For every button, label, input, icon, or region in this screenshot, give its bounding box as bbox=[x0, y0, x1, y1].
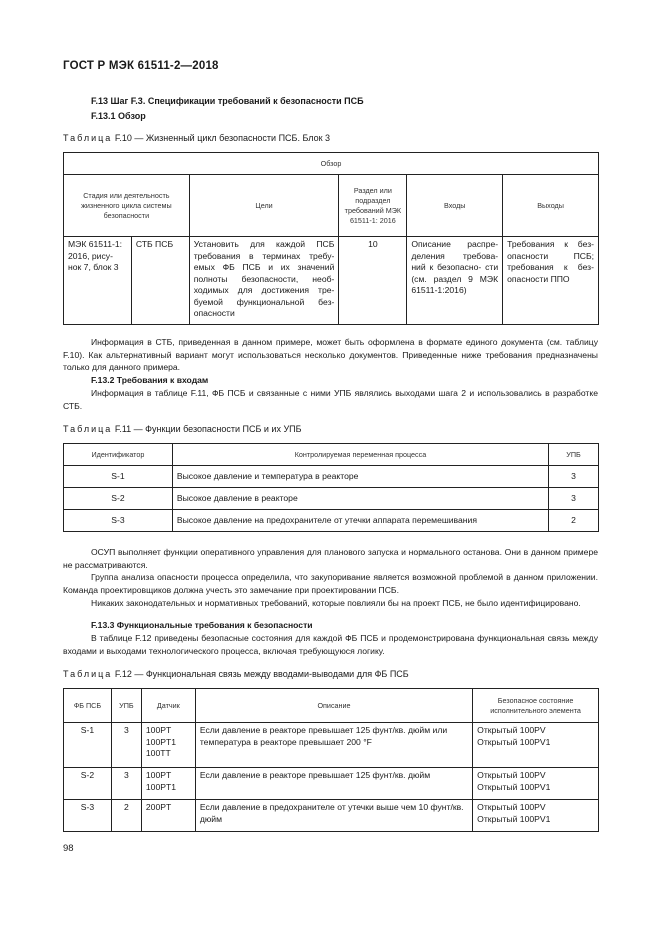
table-f10-caption bbox=[63, 133, 330, 143]
table-f11-cell-variable: Высокое давление на предохранителе от утечки аппарата перемешивания bbox=[172, 510, 548, 532]
subsection-title-overview: F.13.1 Обзор bbox=[91, 111, 146, 121]
table-f11-cell-variable: Высокое давление и температура в реакторе bbox=[172, 466, 548, 488]
table-row bbox=[64, 488, 599, 510]
table-f11-cell-id: S-3 bbox=[64, 510, 173, 532]
sensor-tag: 100PT1 bbox=[145, 781, 176, 792]
paragraph: Никаких законодательных и нормативных требований, которые повлияли бы на проект ПСБ, не было идентифицировано. bbox=[91, 598, 581, 608]
safe-state-item: Открытый 100PV1 bbox=[477, 781, 551, 792]
table-f12-header-sif: ФБ ПСБ bbox=[64, 689, 112, 723]
subsection-title-functional: F.13.3 Функциональные требования к безопасности bbox=[91, 620, 313, 630]
table-f10-header-outputs: Выходы bbox=[503, 175, 599, 237]
table-f12-cell-description: Если давление в предохранителе от утечки выше чем 10 фунт/кв. дюйм bbox=[195, 800, 472, 832]
table-f12-cell-safe-state bbox=[473, 768, 599, 800]
table-f11-cell-variable: Высокое давление в реакторе bbox=[172, 488, 548, 510]
table-f11-header-variable: Контролируемая переменная процесса bbox=[172, 444, 548, 466]
table-f12-cell-sil: 3 bbox=[111, 723, 141, 768]
table-f12-cell-safe-state bbox=[473, 800, 599, 832]
document-header: ГОСТ Р МЭК 61511-2—2018 bbox=[63, 60, 219, 72]
table-f12-cell-description: Если давление в реакторе превышает 125 фунт/кв. дюйм или температура в реакторе превышает 200 °F bbox=[195, 723, 472, 768]
table-f12-cell-description: Если давление в реакторе превышает 125 фунт/кв. дюйм bbox=[195, 768, 472, 800]
table-f12-cell-sif: S-3 bbox=[64, 800, 112, 832]
table-f12-cell-sil: 3 bbox=[111, 768, 141, 800]
table-f12-caption bbox=[63, 669, 409, 679]
table-f10-header-goals: Цели bbox=[189, 175, 339, 237]
table-f12-cell-sensors bbox=[141, 723, 195, 768]
table-f12-cell-sensors bbox=[141, 800, 195, 832]
caption-prefix: Таблица bbox=[63, 133, 113, 143]
paragraph: ОСУП выполняет функции оперативного управления для планового запуска и нормального останова. Они в данном примере не рассматриваются. bbox=[63, 547, 598, 570]
table-f11-cell-sil: 2 bbox=[549, 510, 599, 532]
paragraph: Информация в таблице F.11, ФБ ПСБ и связанные с ними УПБ являлись выходами шага 2 и использовались в разработке СТБ. bbox=[63, 388, 598, 411]
safe-state-item: Открытый 100PV bbox=[477, 770, 546, 780]
table-f11-cell-id: S-2 bbox=[64, 488, 173, 510]
safe-state-item: Открытый 100PV1 bbox=[477, 736, 551, 747]
table-f12-cell-sil: 2 bbox=[111, 800, 141, 832]
table-f12-header-sil: УПБ bbox=[111, 689, 141, 723]
paragraph: В таблице F.12 приведены безопасные состояния для каждой ФБ ПСБ и продемонстрирована функциональная связь между входами и выходами технологического процесса, включая требующуюся логику. bbox=[63, 633, 598, 656]
table-f12-header-safe-state: Безопасное состояние исполнительного элемента bbox=[473, 689, 599, 723]
table-f10-header-stage: Стадия или деятельность жизненного цикла системы безопасности bbox=[64, 175, 190, 237]
table-f12 bbox=[63, 688, 599, 832]
table-f12-cell-sensors bbox=[141, 768, 195, 800]
table-f10 bbox=[63, 152, 599, 325]
table-f10-cell-stage-name: СТБ ПСБ bbox=[131, 237, 189, 325]
caption-text: F.10 — Жизненный цикл безопасности ПСБ. Блок 3 bbox=[114, 133, 331, 143]
caption-text: F.11 — Функции безопасности ПСБ и их УПБ bbox=[114, 424, 302, 434]
paragraph: Информация в СТБ, приведенная в данном примере, может быть оформлена в формате единого документа (см. таблицу F.10). Как альтернативный вариант могут использоваться несколько документов. Приведенные ниже требования предназначены только для данного примера. bbox=[63, 337, 598, 373]
table-f12-cell-safe-state bbox=[473, 723, 599, 768]
table-row bbox=[64, 723, 599, 768]
caption-prefix: Таблица bbox=[63, 424, 113, 434]
table-f11-header-id: Идентификатор bbox=[64, 444, 173, 466]
section-title: F.13 Шаг F.3. Спецификации требований к безопасности ПСБ bbox=[91, 96, 364, 106]
table-f10-group-header: Обзор bbox=[64, 153, 599, 175]
table-f10-header-inputs: Входы bbox=[407, 175, 503, 237]
table-row bbox=[64, 800, 599, 832]
sensor-tag: 100PT bbox=[145, 725, 172, 735]
table-f10-header-section: Раздел или подраздел требований МЭК 61511-1: 2016 bbox=[339, 175, 407, 237]
sensor-tag: 100PT bbox=[145, 770, 172, 780]
table-f12-cell-sif: S-1 bbox=[64, 723, 112, 768]
sensor-tag: 100PT1 bbox=[145, 736, 176, 747]
paragraph: Группа анализа опасности процесса определила, что закупоривание является возможной проблемой в данном приложении. Команда проектировщиков должна учесть это замечание при проектировании ПСБ. bbox=[63, 572, 598, 595]
sensor-tag: 200PT bbox=[145, 802, 172, 812]
caption-text: F.12 — Функциональная связь между вводами-выводами для ФБ ПСБ bbox=[114, 669, 409, 679]
table-f12-cell-sif: S-2 bbox=[64, 768, 112, 800]
table-f10-cell-goals: Установить для каждой ПСБ требования в терминах требу- емых ФБ ПСБ и их значений полноты безопасности, необ- ходимых для достижения тре- буемой функциональной без- опасности bbox=[189, 237, 339, 325]
subsection-title-inputs: F.13.2 Требования к входам bbox=[91, 375, 209, 385]
table-row bbox=[64, 510, 599, 532]
caption-prefix: Таблица bbox=[63, 669, 113, 679]
table-f10-cell-outputs: Требования к без- опасности ПСБ; требования к без- опасности ППО bbox=[503, 237, 599, 325]
table-f10-cell-inputs: Описание распре- деления требова- ний к безопасно- сти (см. раздел 9 МЭК 61511-1:2016) bbox=[407, 237, 503, 325]
sensor-tag: 100TT bbox=[145, 748, 171, 758]
safe-state-item: Открытый 100PV bbox=[477, 725, 546, 735]
table-f11-cell-id: S-1 bbox=[64, 466, 173, 488]
table-row bbox=[64, 466, 599, 488]
table-f11-cell-sil: 3 bbox=[549, 488, 599, 510]
table-f11-cell-sil: 3 bbox=[549, 466, 599, 488]
table-f10-cell-section: 10 bbox=[339, 237, 407, 325]
table-f11 bbox=[63, 443, 599, 532]
safe-state-item: Открытый 100PV1 bbox=[477, 813, 551, 824]
table-f10-cell-stage: МЭК 61511-1: 2016, рису- нок 7, блок 3 bbox=[64, 237, 132, 325]
table-f11-header-sil: УПБ bbox=[549, 444, 599, 466]
table-f12-header-sensor: Датчик bbox=[141, 689, 195, 723]
page-number: 98 bbox=[63, 843, 74, 854]
table-f12-header-description: Описание bbox=[195, 689, 472, 723]
table-row bbox=[64, 768, 599, 800]
table-f11-caption bbox=[63, 424, 302, 434]
safe-state-item: Открытый 100PV bbox=[477, 802, 546, 812]
